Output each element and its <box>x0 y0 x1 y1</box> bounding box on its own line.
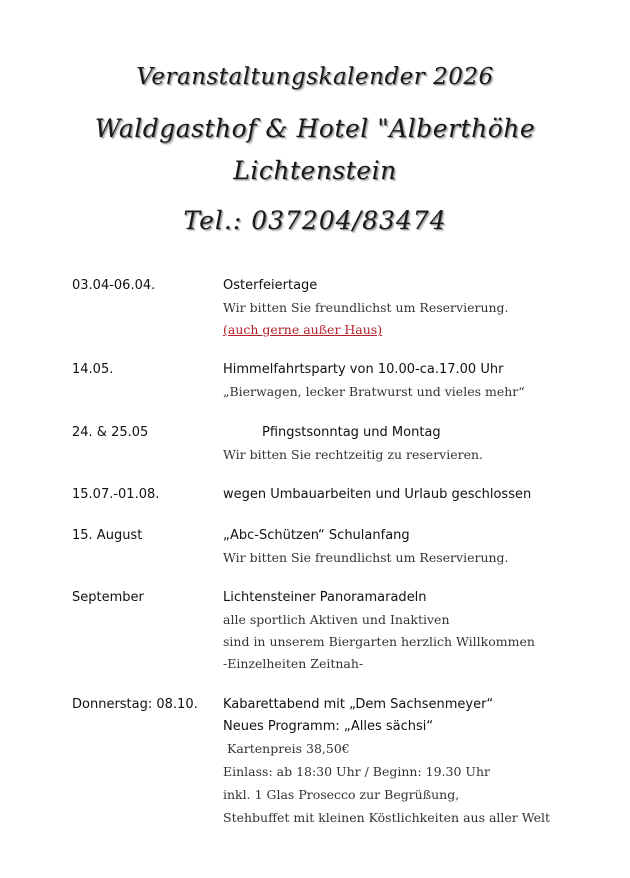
event-title: Himmelfahrtsparty von 10.00-ca.17.00 Uhr <box>223 362 504 377</box>
event-date: Donnerstag: 08.10. <box>72 697 198 712</box>
event-title: wegen Umbauarbeiten und Urlaub geschlossen <box>223 487 532 502</box>
event-date: 14.05. <box>72 362 114 377</box>
event-date: 15.07.-01.08. <box>72 487 160 502</box>
ticket-price: Kartenpreis 38,50€ <box>227 741 350 756</box>
event-title: „Abc-Schützen“ Schulanfang <box>223 528 410 543</box>
event-detail: Stehbuffet mit kleinen Köstlichkeiten aus aller Welt <box>223 810 551 825</box>
event-detail: Wir bitten Sie freundlichst um Reservierung. <box>223 300 509 315</box>
event-title: Kabarettabend mit „Dem Sachsenmeyer“ <box>223 697 494 712</box>
venue-name-line2: Lichtenstein <box>233 156 397 185</box>
takeaway-link[interactable]: (auch gerne außer Haus) <box>223 322 383 337</box>
event-subtitle: Neues Programm: „Alles sächsi“ <box>223 719 434 734</box>
event-detail: Wir bitten Sie freundlichst um Reservierung. <box>223 550 509 565</box>
venue-name-line1: Waldgasthof & Hotel "Alberthöhe <box>94 114 536 143</box>
event-detail: alle sportlich Aktiven und Inaktiven <box>223 612 450 627</box>
event-detail: -Einzelheiten Zeitnah- <box>223 656 364 671</box>
event-title: Pfingstsonntag und Montag <box>262 425 441 440</box>
event-date: 03.04-06.04. <box>72 278 156 293</box>
event-date: 24. & 25.05 <box>72 425 149 440</box>
event-detail: Einlass: ab 18:30 Uhr / Beginn: 19.30 Uhr <box>223 764 490 779</box>
phone-number: Tel.: 037204/83474 <box>183 206 447 235</box>
event-date: 15. August <box>72 528 143 543</box>
event-detail: „Bierwagen, lecker Bratwurst und vieles mehr“ <box>223 384 525 399</box>
event-detail: sind in unserem Biergarten herzlich Willkommen <box>223 634 535 649</box>
event-date: September <box>72 590 144 605</box>
event-detail: Wir bitten Sie rechtzeitig zu reservieren. <box>223 447 484 462</box>
event-title: Osterfeiertage <box>223 278 318 293</box>
event-detail: inkl. 1 Glas Prosecco zur Begrüßung, <box>223 787 460 802</box>
calendar-title: Veranstaltungskalender 2026 <box>136 64 494 90</box>
event-title: Lichtensteiner Panoramaradeln <box>223 590 427 605</box>
